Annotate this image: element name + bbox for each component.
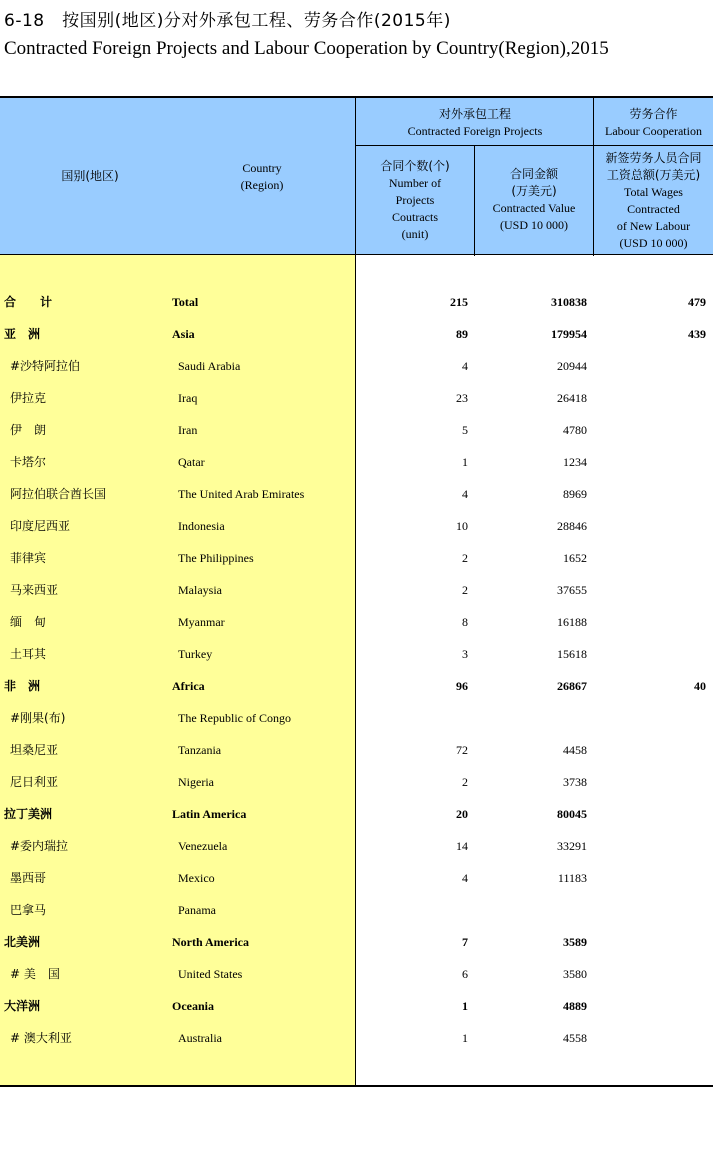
header-group-labour-en: Labour Cooperation bbox=[605, 124, 702, 138]
header-group-labour-cn: 劳务合作 bbox=[629, 107, 678, 121]
projects-count: 5 bbox=[462, 423, 468, 437]
region-name-en: Panama bbox=[178, 903, 216, 917]
contracted-value: 4780 bbox=[563, 423, 587, 437]
region-name-cn: # 美 国 bbox=[10, 967, 60, 981]
projects-count: 7 bbox=[462, 935, 468, 949]
region-name-cn: 非 洲 bbox=[4, 679, 41, 693]
header-group-labour bbox=[594, 106, 713, 140]
projects-count: 4 bbox=[462, 359, 468, 373]
region-name-en: Qatar bbox=[178, 455, 205, 469]
projects-count: 20 bbox=[456, 807, 468, 821]
region-name-en: The United Arab Emirates bbox=[178, 487, 305, 501]
region-name-en: North America bbox=[172, 935, 249, 949]
region-name-en: Myanmar bbox=[178, 615, 225, 629]
header-group-projects bbox=[356, 106, 594, 140]
region-name-en: Africa bbox=[172, 679, 205, 693]
table-title-cn: 6-18 按国别(地区)分对外承包工程、劳务合作(2015年) bbox=[4, 11, 451, 31]
contracted-value: 310838 bbox=[551, 295, 587, 309]
contracted-value: 15618 bbox=[557, 647, 587, 661]
region-name-en: Venezuela bbox=[178, 839, 228, 853]
contracted-value: 3580 bbox=[563, 967, 587, 981]
projects-count: 8 bbox=[462, 615, 468, 629]
header-group-projects-en: Contracted Foreign Projects bbox=[407, 124, 543, 138]
table-row bbox=[0, 926, 713, 958]
contracted-value: 80045 bbox=[557, 807, 587, 821]
contracted-value: 4889 bbox=[563, 999, 587, 1013]
table-row bbox=[0, 958, 713, 990]
header-col-labour-line: 工资总额(万美元) bbox=[606, 168, 701, 182]
contracted-value: 28846 bbox=[557, 519, 587, 533]
header-col-projects bbox=[356, 158, 474, 243]
header-col-labour-line: (USD 10 000) bbox=[619, 236, 688, 250]
region-name-en: Nigeria bbox=[178, 775, 214, 789]
projects-count: 6 bbox=[462, 967, 468, 981]
region-name-en: Total bbox=[172, 295, 199, 309]
region-name-en: Turkey bbox=[178, 647, 213, 661]
region-name-en: Malaysia bbox=[178, 583, 222, 597]
region-name-en: Indonesia bbox=[178, 519, 225, 533]
contracted-value: 26867 bbox=[557, 679, 587, 693]
table-row bbox=[0, 862, 713, 894]
header-bottom-rule bbox=[0, 254, 713, 255]
region-name-en: Asia bbox=[172, 327, 195, 341]
projects-count: 215 bbox=[450, 295, 468, 309]
region-name-cn: 缅 甸 bbox=[10, 615, 47, 629]
region-name-en: Latin America bbox=[172, 807, 247, 821]
header-region-en-1: Country bbox=[242, 161, 282, 175]
region-name-en: The Philippines bbox=[178, 551, 254, 565]
table-row bbox=[0, 830, 713, 862]
table-row bbox=[0, 414, 713, 446]
region-name-cn: # 澳大利亚 bbox=[10, 1031, 72, 1045]
contracted-value: 4458 bbox=[563, 743, 587, 757]
region-name-en: Mexico bbox=[178, 871, 215, 885]
table-row bbox=[0, 542, 713, 574]
table-bottom-rule bbox=[0, 1085, 713, 1087]
region-name-en: Iraq bbox=[178, 391, 198, 405]
header-region-cn: 国别(地区) bbox=[61, 169, 119, 183]
header-divider bbox=[593, 98, 594, 256]
labour-wages: 40 bbox=[694, 679, 706, 693]
contracted-value: 20944 bbox=[557, 359, 587, 373]
table-row bbox=[0, 446, 713, 478]
table-row bbox=[0, 510, 713, 542]
header-col-projects-line: 合同个数(个) bbox=[380, 159, 450, 173]
projects-count: 1 bbox=[462, 999, 468, 1013]
contracted-value: 4558 bbox=[563, 1031, 587, 1045]
region-name-en: Tanzania bbox=[178, 743, 222, 757]
projects-count: 1 bbox=[462, 455, 468, 469]
region-name-cn: 巴拿马 bbox=[10, 903, 47, 917]
region-name-en: Australia bbox=[178, 1031, 222, 1045]
region-name-cn: 大洋洲 bbox=[4, 999, 41, 1013]
table-row bbox=[0, 382, 713, 414]
table-row bbox=[0, 990, 713, 1022]
table-title-en: Contracted Foreign Projects and Labour Cooperation by Country(Region),2015 bbox=[4, 38, 609, 59]
contracted-value: 179954 bbox=[551, 327, 587, 341]
header-col-value bbox=[474, 166, 594, 234]
contracted-value: 11183 bbox=[557, 871, 587, 885]
table-row bbox=[0, 894, 713, 926]
labour-wages: 439 bbox=[688, 327, 706, 341]
region-name-cn: 土耳其 bbox=[10, 647, 47, 661]
header-col-labour-line: of New Labour bbox=[616, 219, 691, 233]
table-row bbox=[0, 350, 713, 382]
projects-count: 1 bbox=[462, 1031, 468, 1045]
table-row bbox=[0, 766, 713, 798]
region-name-en: Saudi Arabia bbox=[178, 359, 241, 373]
table-header bbox=[0, 96, 713, 254]
region-name-cn: 坦桑尼亚 bbox=[10, 743, 59, 757]
region-name-cn: 伊 朗 bbox=[10, 423, 47, 437]
table-row bbox=[0, 574, 713, 606]
projects-count: 4 bbox=[462, 871, 468, 885]
header-divider bbox=[474, 145, 475, 256]
header-col-labour-line: 新签劳务人员合同 bbox=[605, 151, 702, 165]
header-col-value-line: 合同金额 bbox=[509, 167, 558, 181]
projects-count: 96 bbox=[456, 679, 468, 693]
region-name-en: Iran bbox=[178, 423, 198, 437]
table-row bbox=[0, 670, 713, 702]
header-group-projects-cn: 对外承包工程 bbox=[438, 107, 511, 121]
projects-count: 72 bbox=[456, 743, 468, 757]
table-row bbox=[0, 1022, 713, 1054]
projects-count: 2 bbox=[462, 775, 468, 789]
header-divider bbox=[355, 98, 356, 256]
region-name-cn: 卡塔尔 bbox=[10, 455, 47, 469]
table-row bbox=[0, 286, 713, 318]
header-col-labour-line: Total Wages bbox=[624, 185, 683, 199]
region-name-cn: 马来西亚 bbox=[10, 583, 59, 597]
labour-wages: 479 bbox=[688, 295, 706, 309]
contracted-value: 8969 bbox=[563, 487, 587, 501]
contracted-value: 26418 bbox=[557, 391, 587, 405]
header-divider bbox=[355, 145, 713, 146]
region-name-cn: 伊拉克 bbox=[10, 391, 47, 405]
region-name-cn: 阿拉伯联合酋长国 bbox=[10, 487, 107, 501]
header-col-projects-line: Number of bbox=[388, 176, 442, 190]
region-name-cn: 北美洲 bbox=[4, 935, 41, 949]
contracted-value: 1652 bbox=[563, 551, 587, 565]
table-row bbox=[0, 318, 713, 350]
header-col-value-line: (USD 10 000) bbox=[500, 218, 568, 232]
region-name-cn: 尼日利亚 bbox=[10, 775, 59, 789]
region-name-en: The Republic of Congo bbox=[178, 711, 291, 725]
contracted-value: 33291 bbox=[557, 839, 587, 853]
header-col-labour bbox=[594, 150, 713, 252]
contracted-value: 3589 bbox=[563, 935, 587, 949]
region-name-cn: 墨西哥 bbox=[10, 871, 47, 885]
region-name-cn: 菲律宾 bbox=[10, 551, 47, 565]
header-region-en-2: (Region) bbox=[240, 178, 284, 192]
region-name-en: United States bbox=[178, 967, 243, 981]
region-name-cn: 亚 洲 bbox=[4, 327, 41, 341]
region-name-cn: #刚果(布) bbox=[10, 711, 66, 725]
contracted-value: 37655 bbox=[557, 583, 587, 597]
projects-count: 3 bbox=[462, 647, 468, 661]
region-name-cn: 合 计 bbox=[4, 295, 53, 309]
projects-count: 10 bbox=[456, 519, 468, 533]
region-name-cn: 拉丁美洲 bbox=[4, 807, 53, 821]
header-col-projects-line: (unit) bbox=[401, 227, 429, 241]
contracted-value: 1234 bbox=[563, 455, 587, 469]
region-name-cn: 印度尼西亚 bbox=[10, 519, 71, 533]
region-name-cn: #委内瑞拉 bbox=[10, 839, 69, 853]
header-col-projects-line: Projects bbox=[395, 193, 435, 207]
table-row bbox=[0, 798, 713, 830]
projects-count: 2 bbox=[462, 583, 468, 597]
table-row bbox=[0, 638, 713, 670]
region-name-cn: #沙特阿拉伯 bbox=[10, 359, 81, 373]
contracted-value: 3738 bbox=[563, 775, 587, 789]
header-col-projects-line: Coutracts bbox=[392, 210, 438, 224]
header-col-value-line: Contracted Value bbox=[492, 201, 576, 215]
table-row bbox=[0, 734, 713, 766]
header-col-value-line: (万美元) bbox=[511, 184, 557, 198]
projects-count: 4 bbox=[462, 487, 468, 501]
projects-count: 23 bbox=[456, 391, 468, 405]
region-name-en: Oceania bbox=[172, 999, 214, 1013]
projects-count: 2 bbox=[462, 551, 468, 565]
projects-count: 89 bbox=[456, 327, 468, 341]
table-row bbox=[0, 606, 713, 638]
header-col-labour-line: Contracted bbox=[627, 202, 680, 216]
table-row bbox=[0, 478, 713, 510]
projects-count: 14 bbox=[456, 839, 468, 853]
contracted-value: 16188 bbox=[557, 615, 587, 629]
table-row bbox=[0, 702, 713, 734]
